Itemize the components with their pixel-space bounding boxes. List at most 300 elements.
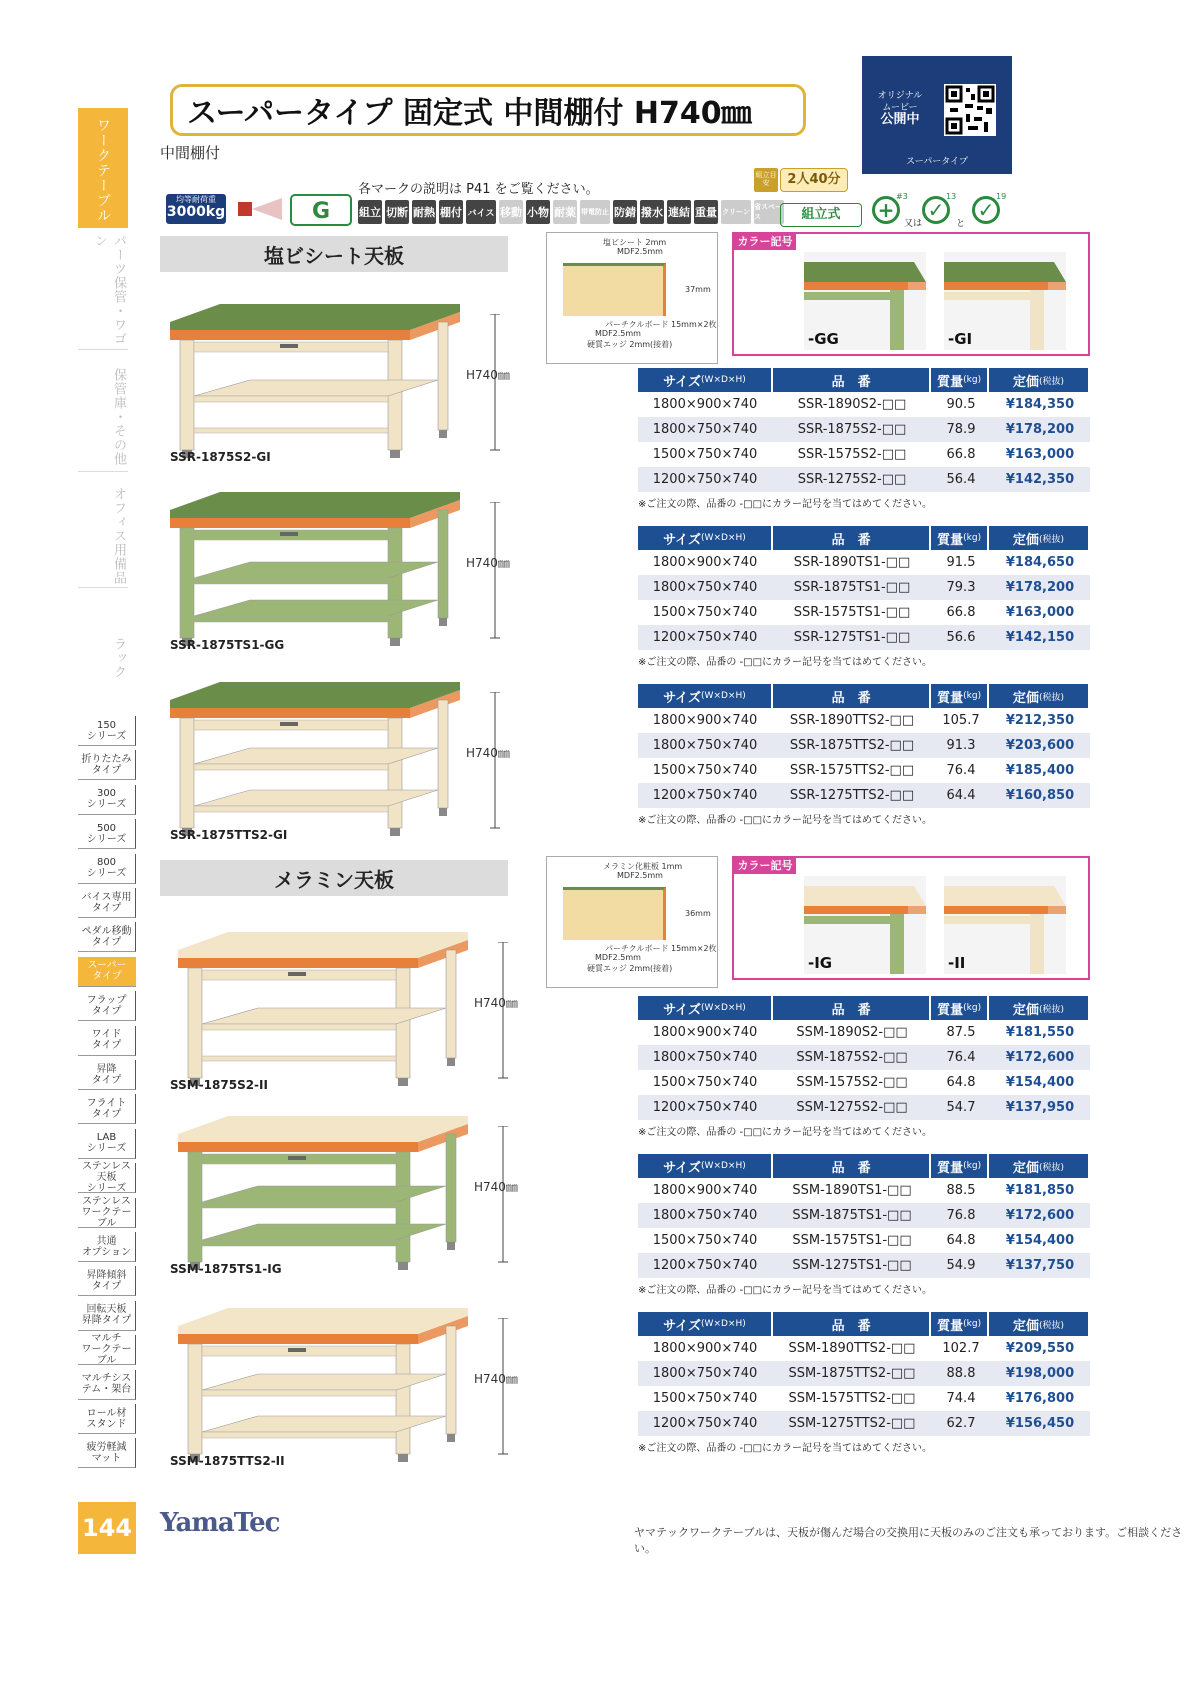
column-header-label: サイズ — [663, 374, 702, 390]
column-header-label: 品 番 — [831, 374, 871, 390]
series-tab[interactable]: フライト タイプ — [78, 1094, 136, 1124]
column-header-unit: (W×D×H) — [701, 1003, 746, 1013]
option-num-1: #3 — [896, 192, 908, 201]
sidebar-main-category[interactable] — [78, 108, 128, 228]
column-header — [773, 1312, 930, 1336]
column-header — [638, 1312, 771, 1336]
product-image[interactable] — [160, 300, 470, 474]
option-wrench-icon[interactable]: ✓ — [922, 196, 950, 224]
weight-cell: 102.7 — [942, 1341, 980, 1356]
feature-mark: 耐薬 — [553, 200, 577, 224]
height-label: H740㎜ — [474, 996, 518, 1010]
price-cell: ¥181,850 — [1005, 1183, 1075, 1198]
series-tab[interactable]: ロール材 スタンド — [78, 1404, 136, 1434]
price-table — [638, 526, 1090, 668]
size-cell: 1800×900×740 — [652, 1025, 758, 1040]
column-header — [638, 996, 771, 1020]
column-header-label: 定価 — [1012, 374, 1039, 390]
feature-mark: バイス — [466, 200, 496, 224]
size-cell: 1200×750×740 — [652, 630, 758, 645]
feature-mark: 小物 — [526, 200, 550, 224]
sidebar-cat-rack[interactable] — [78, 620, 128, 690]
series-tab[interactable]: 800 シリーズ — [78, 854, 136, 884]
height-label: H740㎜ — [466, 368, 510, 382]
feature-mark: クリーン — [721, 200, 751, 224]
weight-cell: 66.8 — [946, 605, 976, 620]
table-row — [638, 442, 1090, 467]
part-number-cell: SSR-1575TS1-□□ — [793, 605, 911, 620]
color-swatch[interactable] — [944, 252, 1066, 350]
color-code-header: カラー記号 — [734, 234, 796, 250]
column-header-label: サイズ — [663, 1318, 702, 1334]
size-cell: 1800×750×740 — [652, 422, 758, 437]
column-header-label: 定価 — [1012, 532, 1039, 548]
size-cell: 1800×750×740 — [652, 1050, 758, 1065]
product-image[interactable] — [168, 1304, 478, 1478]
series-tab[interactable]: 昇降傾斜 タイプ — [78, 1266, 136, 1296]
weight-cell: 64.8 — [946, 1075, 976, 1090]
price-cell: ¥154,400 — [1005, 1233, 1075, 1248]
part-number-cell: SSR-1275S2-□□ — [797, 472, 907, 487]
table-row — [638, 1095, 1090, 1120]
price-cell: ¥178,200 — [1005, 422, 1075, 437]
column-header-unit: (W×D×H) — [701, 691, 746, 701]
series-tab[interactable]: バイス専用 タイプ — [78, 888, 136, 918]
feature-mark: 移動 — [499, 200, 523, 224]
color-code-label: -II — [948, 954, 966, 972]
table-note: ※ご注文の際、品番の -□□にカラー記号を当てはめてください。 — [638, 1443, 933, 1454]
series-tab[interactable]: ペダル移動 タイプ — [78, 922, 136, 952]
column-header-unit: (kg) — [963, 691, 982, 701]
feature-mark: 重量 — [694, 200, 718, 224]
height-dimension — [490, 314, 500, 458]
column-header-label: 品 番 — [831, 532, 871, 548]
column-header-label: サイズ — [663, 1160, 702, 1176]
column-header — [638, 684, 771, 708]
brand-logo: YamaTec — [160, 1508, 280, 1538]
price-cell: ¥184,650 — [1005, 555, 1075, 570]
column-header-unit: (W×D×H) — [701, 1161, 746, 1171]
series-tab[interactable]: 共通 オプション — [78, 1232, 136, 1262]
column-header-unit: (W×D×H) — [701, 533, 746, 543]
height-dimension — [498, 1318, 508, 1462]
color-code-box — [732, 232, 1090, 356]
column-header — [989, 368, 1088, 392]
section-title: 塩ビシート天板 — [160, 236, 508, 272]
color-code-label: -GG — [808, 330, 839, 348]
table-row — [638, 467, 1090, 492]
size-cell: 1500×750×740 — [652, 763, 758, 778]
sidebar-main-label: ワークテーブル — [95, 118, 111, 223]
board-layers — [563, 887, 666, 940]
height-label: H740㎜ — [466, 556, 510, 570]
price-cell: ¥184,350 — [1005, 397, 1075, 412]
capacity-label: 均等耐荷重 — [176, 195, 216, 204]
product-image[interactable] — [160, 488, 470, 662]
price-table — [638, 1154, 1090, 1296]
feature-mark: 帯電防止 — [580, 200, 610, 224]
column-header-unit: (W×D×H) — [701, 375, 746, 385]
table-row — [638, 1070, 1090, 1095]
weight-cell: 66.8 — [946, 447, 976, 462]
height-dimension — [490, 692, 500, 836]
series-tab[interactable]: ワイド タイプ — [78, 1026, 136, 1056]
page-number: 144 — [78, 1502, 136, 1554]
size-cell: 1800×900×740 — [652, 1183, 758, 1198]
part-number-cell: SSM-1875S2-□□ — [796, 1050, 908, 1065]
part-number-cell: SSR-1890TS1-□□ — [793, 555, 911, 570]
series-tab[interactable]: ステンレス天板 シリーズ — [78, 1163, 136, 1193]
capacity-badge — [166, 194, 226, 224]
option-or-text: 又は — [904, 219, 923, 229]
table-row — [638, 783, 1090, 808]
sidebar-cat-office[interactable] — [78, 478, 128, 588]
qr-text-1: オリジナル — [877, 91, 923, 101]
option-wrench-icon-2[interactable]: ✓ — [972, 196, 1000, 224]
table-row — [638, 600, 1090, 625]
page-title: スーパータイプ 固定式 中間棚付 H740㎜ — [170, 84, 806, 136]
series-tab[interactable]: 300 シリーズ — [78, 785, 136, 815]
column-header — [931, 368, 987, 392]
column-header-label: 質量 — [937, 374, 964, 390]
option-num-3: 19 — [996, 192, 1007, 201]
part-number-cell: SSR-1275TS1-□□ — [793, 630, 911, 645]
series-tab[interactable]: 500 シリーズ — [78, 819, 136, 849]
weight-cell: 88.8 — [946, 1366, 976, 1381]
table-row — [638, 1203, 1090, 1228]
weight-cell: 76.4 — [946, 1050, 976, 1065]
product-image[interactable] — [168, 928, 478, 1102]
product-code-label: SSR-1875TS1-GG — [170, 638, 285, 652]
cross-section-label: 塩ビシート 2mm — [603, 238, 667, 247]
weight-cell: 76.4 — [946, 763, 976, 778]
color-code-label: -IG — [808, 954, 833, 972]
color-code-label: -GI — [948, 330, 973, 348]
weight-cell: 76.8 — [946, 1208, 976, 1223]
column-header-label: サイズ — [663, 690, 702, 706]
feature-mark: 組立 — [358, 200, 382, 224]
price-cell: ¥137,750 — [1005, 1258, 1075, 1273]
column-header-unit: (kg) — [963, 375, 982, 385]
color-code-box — [732, 856, 1090, 980]
size-cell: 1800×750×740 — [652, 1208, 758, 1223]
sidebar-cat-label: オフィス用備品 — [111, 486, 126, 585]
series-tab[interactable]: 昇降 タイプ — [78, 1060, 136, 1090]
part-number-cell: SSM-1875TS1-□□ — [792, 1208, 912, 1223]
column-header-unit: (税抜) — [1038, 1162, 1064, 1173]
weight-cell: 74.4 — [946, 1391, 976, 1406]
column-header-label: 品 番 — [831, 690, 871, 706]
series-tab[interactable]: LAB シリーズ — [78, 1129, 136, 1159]
column-header — [931, 684, 987, 708]
table-header — [638, 1154, 1090, 1178]
size-cell: 1500×750×740 — [652, 1391, 758, 1406]
cross-section-label: 37mm — [685, 285, 711, 294]
table-row — [638, 575, 1090, 600]
column-header — [773, 1154, 930, 1178]
column-header — [638, 368, 771, 392]
svg-text:G: G — [311, 199, 331, 224]
part-number-cell: SSM-1890TS1-□□ — [792, 1183, 912, 1198]
column-header — [638, 526, 771, 550]
size-cell: 1500×750×740 — [652, 1075, 758, 1090]
column-header-label: 定価 — [1012, 1002, 1039, 1018]
table-note: ※ご注文の際、品番の -□□にカラー記号を当てはめてください。 — [638, 499, 933, 510]
color-swatch[interactable] — [804, 252, 926, 350]
table-note: ※ご注文の際、品番の -□□にカラー記号を当てはめてください。 — [638, 815, 933, 826]
column-header — [931, 526, 987, 550]
table-header — [638, 684, 1090, 708]
table-row — [638, 1178, 1090, 1203]
cross-section-label: MDF2.5mm — [617, 247, 663, 256]
cross-section-label: MDF2.5mm — [595, 953, 641, 962]
column-header-unit: (税抜) — [1038, 534, 1064, 545]
part-number-cell: SSM-1875TTS2-□□ — [788, 1366, 916, 1381]
column-header-label: 品 番 — [831, 1318, 871, 1334]
color-code-header: カラー記号 — [734, 858, 796, 874]
product-image[interactable] — [160, 678, 470, 852]
price-cell: ¥163,000 — [1005, 605, 1075, 620]
price-cell: ¥203,600 — [1005, 738, 1075, 753]
column-header-label: サイズ — [663, 532, 702, 548]
column-header — [931, 996, 987, 1020]
height-dimension — [498, 942, 508, 1086]
table-note: ※ご注文の際、品番の -□□にカラー記号を当てはめてください。 — [638, 657, 933, 668]
marks-note: 各マークの説明は P41 をご覧ください。 — [358, 182, 599, 197]
price-table — [638, 1312, 1090, 1454]
column-header-label: 品 番 — [831, 1002, 871, 1018]
weight-cell: 54.9 — [946, 1258, 976, 1273]
column-header-label: 質量 — [937, 1002, 964, 1018]
weight-cell: 79.3 — [946, 580, 976, 595]
size-cell: 1200×750×740 — [652, 788, 758, 803]
color-swatch[interactable] — [944, 876, 1066, 974]
part-number-cell: SSM-1890S2-□□ — [796, 1025, 908, 1040]
weight-cell: 64.4 — [946, 788, 976, 803]
column-header-label: 質量 — [937, 1318, 964, 1334]
column-header — [773, 526, 930, 550]
size-cell: 1800×750×740 — [652, 738, 758, 753]
column-header — [989, 996, 1088, 1020]
series-tab[interactable]: マルチ ワークテーブル — [78, 1335, 136, 1365]
capacity-value: 3000kg — [166, 204, 226, 220]
feature-mark: 連結 — [667, 200, 691, 224]
product-code-label: SSM-1875TS1-IG — [170, 1262, 282, 1276]
table-header — [638, 368, 1090, 392]
part-number-cell: SSR-1575TTS2-□□ — [789, 763, 915, 778]
size-cell: 1800×900×740 — [652, 713, 758, 728]
column-header-unit: (税抜) — [1038, 376, 1064, 387]
option-plus-icon[interactable]: + — [872, 196, 900, 224]
column-header — [989, 526, 1088, 550]
table-row — [638, 1411, 1090, 1436]
weight-cell: 56.4 — [946, 472, 976, 487]
table-header — [638, 526, 1090, 550]
column-header-label: 定価 — [1012, 1318, 1039, 1334]
cross-section-label: パーチクルボード 15mm×2枚 — [605, 944, 717, 953]
weight-cell: 105.7 — [942, 713, 980, 728]
size-cell: 1500×750×740 — [652, 447, 758, 462]
column-header-label: 定価 — [1012, 690, 1039, 706]
qr-code-icon[interactable] — [944, 84, 996, 136]
weight-cell: 62.7 — [946, 1416, 976, 1431]
movie-qr-panel[interactable] — [862, 56, 1012, 174]
column-header-unit: (kg) — [963, 533, 982, 543]
price-cell: ¥160,850 — [1005, 788, 1075, 803]
series-tab[interactable]: 疲労軽減 マット — [78, 1438, 136, 1468]
feature-mark: 耐熱 — [412, 200, 436, 224]
weight-cell: 90.5 — [946, 397, 976, 412]
price-cell: ¥156,450 — [1005, 1416, 1075, 1431]
size-cell: 1800×900×740 — [652, 555, 758, 570]
product-code-label: SSM-1875S2-II — [170, 1078, 268, 1092]
price-table — [638, 684, 1090, 826]
series-tab[interactable]: フラップ タイプ — [78, 991, 136, 1021]
option-and-text: と — [956, 219, 966, 229]
option-num-2: 13 — [946, 192, 957, 201]
column-header — [773, 996, 930, 1020]
part-number-cell: SSR-1890TTS2-□□ — [789, 713, 915, 728]
table-header — [638, 996, 1090, 1020]
table-row — [638, 758, 1090, 783]
column-header-unit: (税抜) — [1038, 1320, 1064, 1331]
cross-section-label: MDF2.5mm — [617, 871, 663, 880]
column-header — [773, 684, 930, 708]
size-cell: 1800×900×740 — [652, 397, 758, 412]
table-row — [638, 1386, 1090, 1411]
height-label: H740㎜ — [474, 1180, 518, 1194]
part-number-cell: SSR-1890S2-□□ — [797, 397, 907, 412]
part-number-cell: SSM-1575S2-□□ — [796, 1075, 908, 1090]
product-code-label: SSR-1875S2-GI — [170, 450, 271, 464]
table-header — [638, 1312, 1090, 1336]
cross-section-label: 硬質エッジ 2mm(接着) — [587, 964, 673, 973]
series-tab[interactable]: ステンレス ワークテーブル — [78, 1198, 136, 1228]
table-row — [638, 550, 1090, 575]
qr-caption: スーパータイプ — [906, 157, 968, 167]
column-header-unit: (kg) — [963, 1003, 982, 1013]
assembly-type-badge: 組立式 — [780, 203, 862, 227]
sidebar-cat-parts[interactable] — [78, 228, 128, 350]
feature-mark: 棚付 — [439, 200, 463, 224]
part-number-cell: SSR-1875S2-□□ — [797, 422, 907, 437]
column-header-label: 定価 — [1012, 1160, 1039, 1176]
part-number-cell: SSM-1890TTS2-□□ — [788, 1341, 916, 1356]
column-header-unit: (kg) — [963, 1161, 982, 1171]
table-row — [638, 1253, 1090, 1278]
height-dimension — [498, 1126, 508, 1270]
series-tab[interactable]: 折りたたみ タイプ — [78, 750, 136, 780]
price-cell: ¥178,200 — [1005, 580, 1075, 595]
series-tab[interactable]: マルチシス テム・架台 — [78, 1370, 136, 1400]
column-header-label: 質量 — [937, 1160, 964, 1176]
product-code-label: SSM-1875TTS2-II — [170, 1454, 285, 1468]
column-header-unit: (kg) — [963, 1319, 982, 1329]
price-cell: ¥163,000 — [1005, 447, 1075, 462]
series-tab[interactable]: 150 シリーズ — [78, 716, 136, 746]
feature-mark: 省スペース — [754, 200, 784, 224]
height-dimension — [490, 502, 500, 646]
column-header-label: 質量 — [937, 690, 964, 706]
column-header-unit: (税抜) — [1038, 692, 1064, 703]
paint-icon — [236, 194, 286, 224]
column-header-unit: (W×D×H) — [701, 1319, 746, 1329]
size-cell: 1200×750×740 — [652, 472, 758, 487]
part-number-cell: SSM-1275TTS2-□□ — [788, 1416, 916, 1431]
column-header-label: 品 番 — [831, 1160, 871, 1176]
sidebar-cat-label: パーツ保管・ワゴン — [92, 234, 126, 346]
assembly-tag: 組立目安 — [754, 168, 778, 192]
price-table — [638, 368, 1090, 510]
feature-mark: 防錆 — [613, 200, 637, 224]
table-row — [638, 1336, 1090, 1361]
price-cell: ¥212,350 — [1005, 713, 1075, 728]
part-number-cell: SSR-1875TTS2-□□ — [789, 738, 915, 753]
cross-section-label: メラミン化粧板 1mm — [603, 862, 683, 871]
table-row — [638, 625, 1090, 650]
table-row — [638, 1045, 1090, 1070]
column-header — [931, 1312, 987, 1336]
part-number-cell: SSM-1275TS1-□□ — [792, 1258, 912, 1273]
table-row — [638, 708, 1090, 733]
feature-mark: 切断 — [385, 200, 409, 224]
cross-section-label: 硬質エッジ 2mm(接着) — [587, 340, 673, 349]
size-cell: 1800×900×740 — [652, 1341, 758, 1356]
size-cell: 1800×750×740 — [652, 580, 758, 595]
product-code-label: SSR-1875TTS2-GI — [170, 828, 288, 842]
cross-section-label: パーチクルボード 15mm×2枚 — [605, 320, 717, 329]
column-header — [773, 368, 930, 392]
column-header-label: 質量 — [937, 532, 964, 548]
series-tab[interactable]: スーパー タイプ — [78, 957, 136, 987]
qr-text-2: ムービー — [882, 103, 918, 113]
product-image[interactable] — [168, 1112, 478, 1286]
assembly-time-badge — [754, 168, 848, 192]
weight-cell: 88.5 — [946, 1183, 976, 1198]
table-note: ※ご注文の際、品番の -□□にカラー記号を当てはめてください。 — [638, 1285, 933, 1296]
section-title: メラミン天板 — [160, 860, 508, 896]
price-cell: ¥198,000 — [1005, 1366, 1075, 1381]
table-note: ※ご注文の際、品番の -□□にカラー記号を当てはめてください。 — [638, 1127, 933, 1138]
part-number-cell: SSM-1575TS1-□□ — [792, 1233, 912, 1248]
sidebar-cat-storage[interactable] — [78, 356, 128, 472]
color-swatch[interactable] — [804, 876, 926, 974]
weight-cell: 78.9 — [946, 422, 976, 437]
feature-mark: 撥水 — [640, 200, 664, 224]
column-header — [638, 1154, 771, 1178]
sidebar-cat-label: 保管庫・その他 — [111, 367, 126, 466]
cross-section-diagram — [546, 232, 718, 364]
price-cell: ¥142,350 — [1005, 472, 1075, 487]
column-header-label: サイズ — [663, 1002, 702, 1018]
price-cell: ¥154,400 — [1005, 1075, 1075, 1090]
series-tab[interactable]: 回転天板 昇降タイプ — [78, 1301, 136, 1331]
table-row — [638, 392, 1090, 417]
size-cell: 1200×750×740 — [652, 1100, 758, 1115]
cross-section-label: 36mm — [685, 909, 711, 918]
qr-text-3: 公開中 — [880, 112, 920, 127]
column-header — [931, 1154, 987, 1178]
weight-cell: 87.5 — [946, 1025, 976, 1040]
price-cell: ¥209,550 — [1005, 1341, 1075, 1356]
weight-cell: 56.6 — [946, 630, 976, 645]
table-row — [638, 1228, 1090, 1253]
page-subtitle: 中間棚付 — [160, 144, 221, 162]
price-cell: ¥142,150 — [1005, 630, 1075, 645]
weight-cell: 54.7 — [946, 1100, 976, 1115]
column-header — [989, 1154, 1088, 1178]
table-row — [638, 417, 1090, 442]
